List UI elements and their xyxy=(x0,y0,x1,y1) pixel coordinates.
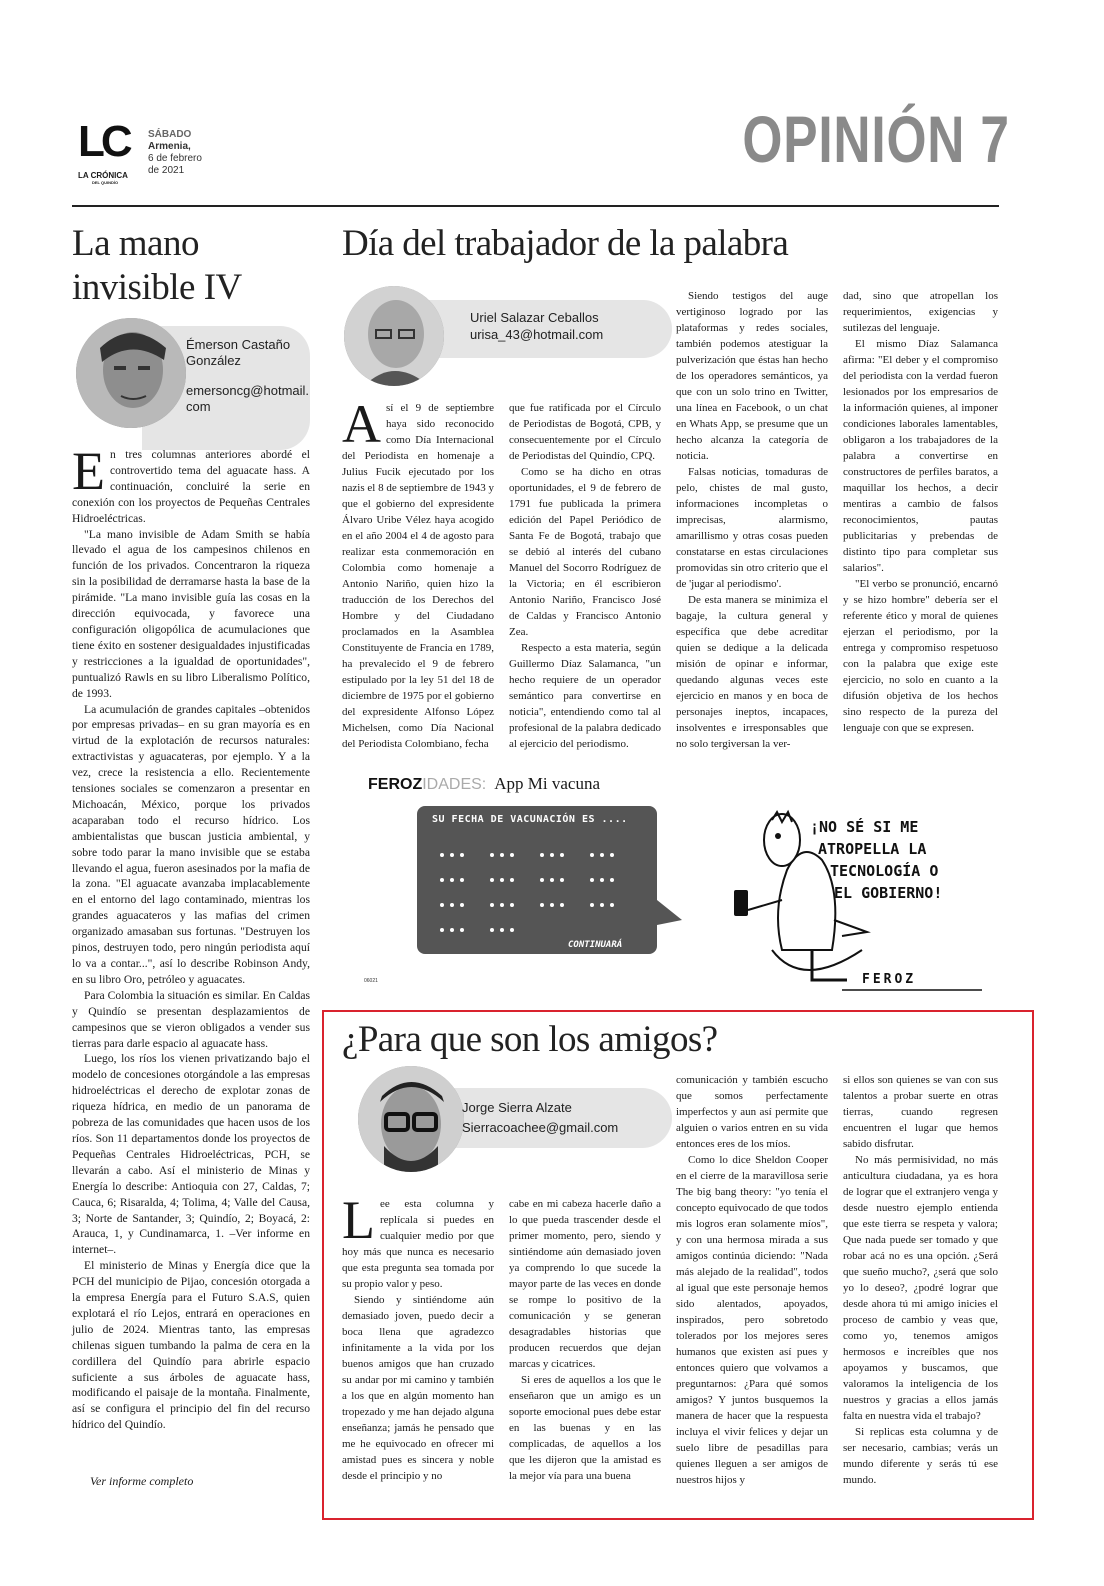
author-portrait-icon xyxy=(358,1066,464,1172)
section-title: OPINIÓN 7 xyxy=(742,102,1010,176)
article1-body xyxy=(72,441,310,1433)
article3-col3 xyxy=(676,1072,828,1488)
cartoon-speech-2: ATROPELLA LA xyxy=(818,840,927,858)
article1-p4: Para Colombia la situación es similar. En Caldas y Quindío se presentan desplazamientos de campesinos que se vieron obligados a vender sus tierras para darle espacio al aguacate hass. xyxy=(72,988,310,1050)
article2-col4 xyxy=(843,288,998,736)
article2-col2 xyxy=(509,400,661,752)
article2-c4p2: El mismo Díaz Salamanca afirma: "El deber y el compromiso del periodista con la verdad fueron lesionados por los empresarios de la información quienes, al imponer condiciones laborales lamentables, obligaron a los trabajadores de la palabra a convertirse en constructores de perfiles baratos, a maquillar los hechos, a decir mentiras a cambio de falsos reconocimientos, pautas publicitarias y prebendas de distinto tipo para completar sus salarios". xyxy=(843,338,998,574)
logo-mark: LC xyxy=(78,117,129,166)
article2-col3 xyxy=(676,288,828,752)
article3-c1p1: ee esta columna y replícala si puedes en cualquier medio por que hoy más que nunca es necesario que esta pregunta sea tomada por su propio valor y peso. xyxy=(342,1198,494,1290)
city-label: Armenia, xyxy=(148,141,191,152)
article3-col4 xyxy=(843,1072,998,1488)
article2-c3p3: De esta manera se minimiza el bagaje, la cultura general y específica que debe acreditar quien se dedique a la delicada misión de opinar e informar, quedando algunas veces este ejercicio en manos y en boca de personajes ineptos, incapaces, insolventes e irresponsables que no solo tergiversan la ver- xyxy=(676,594,828,750)
masthead xyxy=(78,102,1018,209)
cartoon-screen-more: CONTINUARÁ xyxy=(568,940,623,950)
article1-author-info xyxy=(186,337,309,415)
article3-email: Sierracoachee@gmail.com xyxy=(462,1120,619,1135)
article2-author-name: Uriel Salazar Ceballos xyxy=(470,310,599,325)
article3-col1 xyxy=(342,1190,494,1484)
article1-email-1: emersoncg@hotmail. xyxy=(186,383,310,398)
article1-p6: El ministerio de Minas y Energía dice que la PCH del municipio de Pijao, concesión otorgada a la empresa Energía para el Futuro S.A.S, quien explotará el río Lejos, entrará en operaciones en julio de 2024. Mientras tanto, las empresas chilenas siguen tumbando la palma de cera en la cordillera del Quindío para abrirle espacio suficiente a sus árboles de aguacate hass, modificando el paisaje de la montaña. Finalmente, así se configura el principio del fin del recurso hídrico del Quindío. xyxy=(72,1259,310,1432)
article1-footer-link[interactable]: Ver informe completo xyxy=(90,1474,194,1488)
date-line-1: 6 de febrero xyxy=(148,153,202,164)
article3-c3p2: Como lo dice Sheldon Cooper en el cierre de la maravillosa serie The big bang theory: "yo tenía el concepto equivocado de que todos mis logros eran solamente míos", y con una hermosa mirada a sus amigos continúa diciendo: "Nada más alejado de la realidad", todos al igual que este personaje hemos sido alentados, apoyados, inspirados, pero sobretodo tolerados por los mejores seres humanos que existen así pues y entonces quiero que volvamos a preguntarnos: ¿Para qué somos amigos? Y juntos busquemos la manera de hacer que la respuesta incluya el vivir felices y dejar un suelo libre de pesadillas para quienes lleguen a ser amigos de nuestros hijos y xyxy=(676,1154,828,1486)
header-rule xyxy=(72,205,999,207)
article2-c3p2: Falsas noticias, tomaduras de pelo, chistes de mal gusto, informaciones incompletas o imprecisas, alarmismo, amarillismo y otras cosas pueden constatarse en estas circulaciones promovidas sin otro criterio que el de 'jugar al periodismo'. xyxy=(676,466,828,590)
article2-c3p1: Siendo testigos del auge vertiginoso logrado por las plataformas y redes sociales, también podemos atestiguar la pulverización que éstas han hecho de los operadores semánticos, ya que con un solo trino en Twitter, una línea en Facebook, o un chat en Whats App, se presume que un hecho alcanza la categoría de noticia. xyxy=(676,290,828,462)
article1-email-2: com xyxy=(186,399,211,414)
article3-c1p2: Siendo y sintiéndome aún demasiado joven, puedo decir a boca llena que agradezco infinitamente a la vida por los buenos amigos que han cruzado su andar por mi camino y también a los que en algún momento han tropezado y me han dejado alguna enseñanza; jamás he pensado que me he equivocado en ofrecer mi amistad pues es sincera y noble desde el principio y no xyxy=(342,1294,494,1482)
author-portrait-icon xyxy=(344,286,444,386)
edition-date xyxy=(148,129,202,177)
article3-c4p1: si ellos son quienes se van con sus talentos a probar suerte en otras tierras, cuando regresen encuentren el lugar que hemos sabido disfrutar. xyxy=(843,1074,998,1150)
article1-title xyxy=(72,222,242,310)
cartoon-code: 06021 xyxy=(364,978,378,984)
article3-author-photo xyxy=(358,1066,464,1172)
article2-c1: sí el 9 de septiembre haya sido reconocido como Día Internacional del Periodista en homenaje a Julius Fucik ejecutado por los nazis el 8 de septiembre de 1943 y que el gobierno del expresidente Álvaro Uribe Vélez haya acogido en el año 2004 el 4 de agosto para realizar esta conmemoración en Colombia como homenaje a Antonio Nariño, quien hizo la traducción de los Derechos del Hombre y del Ciudadano proclamados en la Asamblea Constituyente de Francia en 1789, ha prevalecido el 9 de febrero estipulado por la ley 51 del 18 de diciembre de 1975 por el gobierno del expresidente Alfonso López Michelsen, como Día Nacional del Periodista Colombiano, fecha xyxy=(342,402,494,750)
day-label: SÁBADO xyxy=(148,129,192,140)
article3-c3p1: comunicación y también escucho que somos perfectamente imperfectos y aun así permite que alguien o varios entren en su vida entonces eres de los míos. xyxy=(676,1074,828,1150)
cartoon-speech-3: TECNOLOGÍA O xyxy=(830,862,939,880)
cartoon-label-light: IDADES: xyxy=(422,776,487,793)
cartoon-ferozidades xyxy=(342,770,1002,1000)
article3-title: ¿Para que son los amigos? xyxy=(342,1019,718,1060)
cartoon-speech xyxy=(810,816,942,904)
article2-c4p3: "El verbo se pronunció, encarnó y se hizo hombre" debería ser el referente ético y moral de quienes ejerzan el periodismo, por la entrega y compromiso respetuoso con la palabra que exige este ejercicio, no solo en cuanto a la difusión objetiva de los hechos sino respecto de la pureza del lenguaje con que se expresen. xyxy=(843,578,998,734)
cartoon-speech-1: ¡NO SÉ SI ME xyxy=(810,818,919,836)
cartoon-screen-text: SU FECHA DE VACUNACIÓN ES .... xyxy=(432,814,628,825)
article3-dropcap: L xyxy=(342,1190,375,1250)
article2-author-photo xyxy=(344,286,444,386)
article2-author-info xyxy=(470,309,603,343)
article1-author-name-2: González xyxy=(186,353,241,368)
logo xyxy=(78,117,138,197)
cartoon-label-bold: FEROZ xyxy=(368,776,423,793)
article2-c4p1: dad, sino que atropellan los requerimientos, exigencias y sutilezas del lenguaje. xyxy=(843,290,998,334)
article2-title: Día del trabajador de la palabra xyxy=(342,223,789,264)
article2-col1 xyxy=(342,394,494,752)
author-portrait-icon xyxy=(76,318,186,428)
cartoon-signature: FEROZ xyxy=(862,972,917,987)
article1-title-line1: La mano xyxy=(72,223,199,264)
article-mano-invisible xyxy=(72,222,312,1502)
article2-dropcap: A xyxy=(342,394,381,454)
article2-c2p2: Como se ha dicho en otras oportunidades, el 9 de febrero de 1791 fue publicada la primera edición del Papel Periódico de Santa Fe de Bogotá, trabajo que se debió al interés del cubano Manuel del Socorro Rodríguez de la Victoria; en él escribieron Antonio Nariño, Francisco José de Caldas y Francisco Antonio Zea. xyxy=(509,466,661,638)
article3-c4p2: No más permisividad, no más anticultura ciudadana, ya es hora de lograr que el extranjero venga y desde nuestro ejemplo entienda que este tierra se respeta y valora; Que nada puede ser tomado y que robar acá no es una opción. ¿Será que sueño mucho?, ¿será que solo yo lo deseo?, ¿podré lograr que desde ahora tú mi amigo inicies el proceso de cambio y veas que, como yo, tenemos amigos hermosos e increíbles que nos apoyamos y buscamos, que valoramos la inteligencia de los nuestros y gracias a ellos jamás falta en nuestra vida el trabajo? xyxy=(843,1154,998,1422)
logo-sub: DEL QUINDÍO xyxy=(92,180,119,185)
article1-p1: n tres columnas anteriores abordé el controvertido tema del aguacate hass. A continuación, concluiré la serie en conexión con los proyectos de Pequeñas Centrales Hidroeléctricas. xyxy=(72,448,310,525)
article1-p5: Luego, los ríos los vienen privatizando bajo el modelo de concesiones otorgándole a las empresas hidroeléctricas el derecho de explotar zonas de riqueza hídrica, en medio de un panorama de pobreza de las comunidades que hacen usos de los ríos. Son 11 departamentos donde los proyectos de Pequeñas Centrales Hidroeléctricas, PCH, se llevarán a cabo. Así el ministerio de Minas y Energía lo describe: Antioquia con 27, Caldas, 7; Cauca, 6; Risaralda, 4; Tolima, 4; Valle del Causa, 3; Norte de Santander, 3; Quindío, 2; Boyacá, 2: Arauca, 1, y Cundinamarca, 1. –Ver informe en internet–. xyxy=(72,1052,310,1257)
article3-author-info xyxy=(462,1098,618,1138)
article3-c2p1: cabe en mi cabeza hacerle daño a lo que pueda trascender desde el primer momento, pero, siendo y sintiéndome aún demasiado joven ya comprendo lo que sucede la mayor parte de las veces en donde se rompe lo positivo de la comunicación y se generan desagradables historias que producen recuerdos que dejan marcas y cicatrices. xyxy=(509,1198,661,1370)
article1-author-photo xyxy=(76,318,186,428)
article2-c2p1: que fue ratificada por el Círculo de Periodistas de Bogotá, CPB, y consecuentemente por el Círculo de Periodistas del Quindío, CPQ. xyxy=(509,402,661,462)
article1-p3: La acumulación de grandes capitales –obtenidos por empresas privadas– en su gran mayoría es en virtud de la explotación de recursos naturales: extractivistas y aguacateras, por ejemplo. Y a la vez, crece la resistencia a ello. Recientemente tensiones sociales se comenzaron a presentar en Michoacán, México, porque los privados acaparaban todo el recurso hídrico. Los ambientalistas que buscan justicia ambiental, y sobre todo parar la mano invisible que se estaba llevando el agua, fueron asesinados por la mafia de la zona. "El aguacate avanzaba implacablemente en el entorno del lago contaminado, mientras los grandes aguacateros y las mafias del crimen organizado amasaban sus fortunas. "Destruyen los pinos, destruyen todo, pero ningún periodista aquí lo va a contar...", así lo describe Robinson Andy, en su libro Oro, petróleo y aguacates. xyxy=(72,702,310,986)
cartoon-title: App Mi vacuna xyxy=(494,774,600,793)
article2-c2p3: Respecto a esta materia, según Guillermo Díaz Salamanca, "un hecho requiere de un operador semántico para convertirse en noticia", entendiendo como tal al profesional de la palabra dedicado al ejercicio del periodismo. xyxy=(509,642,661,750)
article1-p2: "La mano invisible de Adam Smith se había llevado el agua de los campesinos chilenos en función de los privados. Concentraron la riqueza sin la posibilidad de derramarse hasta la base de la pirámide. "La mano invisible guía las cosas en la dirección equivocada, y favorece una configuración oligopólica de acumulaciones que tiene éxito en sostener desigualdades injustificadas y restricciones a la igualdad de oportunidades", puntualizó Rawls en su libro Liberalismo Político, de 1993. xyxy=(72,527,310,700)
logo-name: LA CRÓNICA xyxy=(78,171,128,180)
article3-c2p2: Si eres de aquellos a los que le enseñaron que un amigo es un soporte emocional pues debe estar en las buenas y en las complicadas, de aquellos a los que les dijeron que la amistad es la mejor vía para una buena xyxy=(509,1374,661,1482)
article3-col2 xyxy=(509,1196,661,1484)
article-dia-trabajador xyxy=(342,222,1002,762)
cartoon-speech-4: EL GOBIERNO! xyxy=(834,884,943,902)
cartoon-label xyxy=(368,774,600,794)
article1-author-name-1: Émerson Castaño xyxy=(186,337,291,352)
article-amigos xyxy=(342,1018,1007,1508)
article2-email: urisa_43@hotmail.com xyxy=(470,327,604,342)
article3-c4p3: Si replicas esta columna y de ser necesario, cambias; verás un mundo diferente y serás tú ese mundo. xyxy=(843,1426,998,1486)
article3-author-name: Jorge Sierra Alzate xyxy=(462,1100,572,1115)
article1-title-line2: invisible IV xyxy=(72,267,242,308)
date-line-2: de 2021 xyxy=(148,165,185,176)
article1-dropcap: E xyxy=(72,441,105,501)
